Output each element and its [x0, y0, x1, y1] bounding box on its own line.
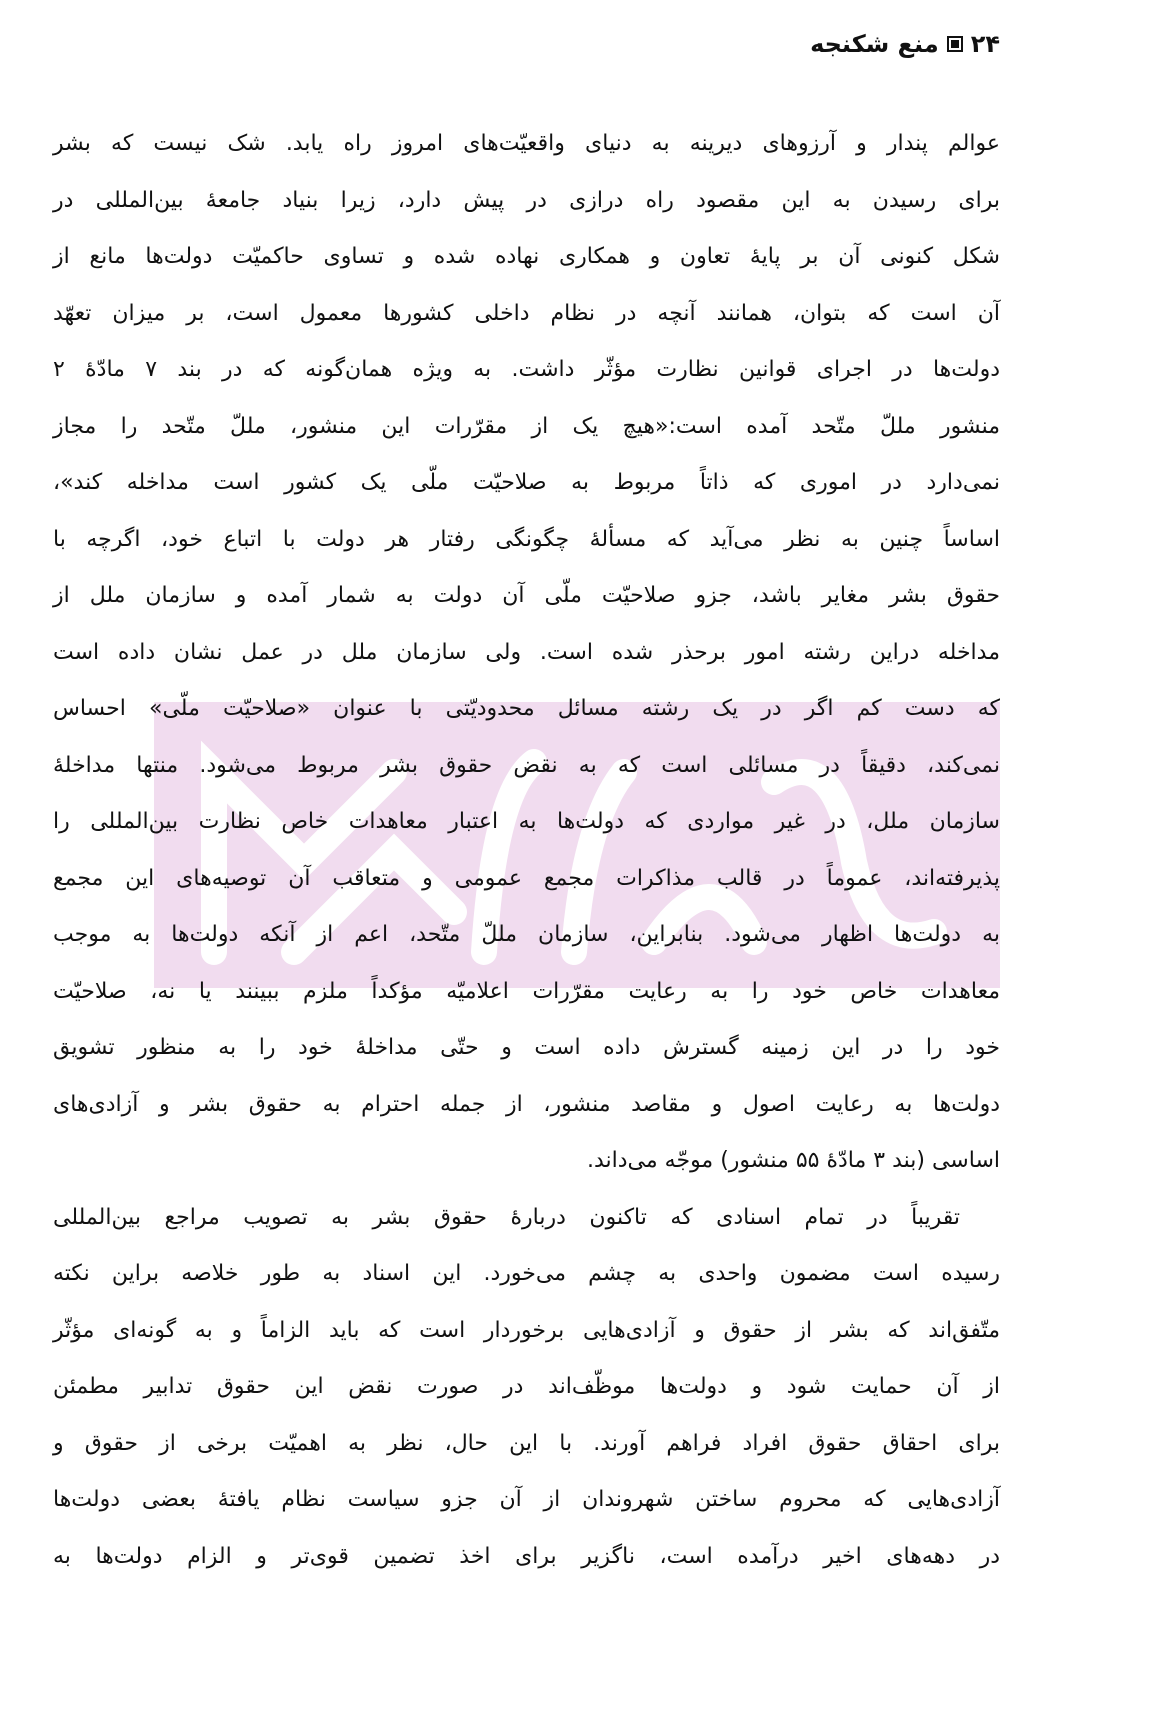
text-line: سازمان ملل، در غیر مواردی که دولت‌ها به اعتبار معاهدات خاص نظارت بین‌المللی را [53, 809, 1000, 834]
page-number: ۲۴ [970, 30, 1000, 58]
text-line: عوالم پندار و آرزوهای دیرینه به دنیای واقعیّت‌های امروز راه یابد. شک نیست که بشر [53, 131, 1000, 156]
square-bullet-icon [947, 36, 963, 52]
text-line: که دست کم اگر در یک رشته مسائل محدودیّتی با عنوان «صلاحیّت ملّی» احساس [53, 696, 1000, 721]
text-line: تقریباً در تمام اسنادی که تاکنون دربارهٔ حقوق بشر به تصویب مراجع بین‌المللی [53, 1204, 960, 1230]
text-line: آزادی‌هایی که محروم ساختن شهروندان از آن جزو سیاست نظام یافتهٔ بعضی دولت‌ها [53, 1487, 1000, 1512]
text-line: اساسی (بند ۳ مادّهٔ ۵۵ منشور) موجّه می‌داند. [586, 1148, 1000, 1173]
chapter-title: منع شکنجه [810, 30, 939, 58]
text-line: منشور مللّ متّحد آمده است:«هیچ یک از مقرّرات این منشور، مللّ متّحد را مجاز [53, 413, 1000, 439]
text-line: نمی‌دارد در اموری که ذاتاً مربوط به صلاحیّت ملّی یک کشور است مداخله کند»، [53, 470, 1000, 495]
running-header [810, 30, 1000, 58]
text-line: متّفق‌اند که بشر از حقوق و آزادی‌هایی برخوردار است که باید الزاماً و به گونه‌ای مؤثّر [53, 1317, 1000, 1343]
text-line: دولت‌ها به رعایت اصول و مقاصد منشور، از جمله احترام به حقوق بشر و آزادی‌های [53, 1091, 1000, 1117]
body-text [53, 116, 1000, 1585]
text-line: برای رسیدن به این مقصود راه درازی در پیش دارد، زیرا بنیاد جامعهٔ بین‌المللی در [53, 187, 1000, 213]
text-line: برای احقاق حقوق افراد فراهم آورند. با این حال، نظر به اهمیّت برخی از حقوق و [53, 1430, 1000, 1456]
text-line: حقوق بشر مغایر باشد، جزو صلاحیّت ملّی آن دولت به شمار آمده و سازمان ملل از [53, 583, 1000, 608]
text-line: مداخله دراین رشته امور برحذر شده است. ولی سازمان ملل در عمل نشان داده است [53, 639, 1000, 665]
text-line: به دولت‌ها اظهار می‌شود. بنابراین، سازمان مللّ متّحد، اعم از آنکه دولت‌ها به موجب [53, 922, 1000, 947]
text-line: اساساً چنین به نظر می‌آید که مسألهٔ چگونگی رفتار هر دولت با اتباع خود، اگرچه با [53, 526, 1000, 552]
text-line: آن است که بتوان، همانند آنچه در نظام داخلی کشورها معمول است، بر میزان تعهّد [53, 300, 1000, 326]
text-line: در دهه‌های اخیر درآمده است، ناگزیر برای اخذ تضمین قوی‌تر و الزام دولت‌ها به [53, 1543, 1000, 1569]
text-line: نمی‌کند، دقیقاً در مسائلی است که به نقض حقوق بشر مربوط می‌شود. منتها مداخلهٔ [53, 752, 1000, 778]
text-line: شکل کنونی آن بر پایهٔ تعاون و همکاری نهاده شده و تساوی حاکمیّت دولت‌ها مانع از [53, 244, 1000, 269]
text-line: خود را در این زمینه گسترش داده است و حتّی مداخلهٔ خود را به منظور تشویق [53, 1035, 1000, 1060]
text-line: معاهدات خاص خود را به رعایت مقرّرات اعلامیّه مؤکداً ملزم ببینند یا نه، صلاحیّت [53, 978, 1000, 1004]
text-line: رسیده است مضمون واحدی به چشم می‌خورد. این اسناد به طور خلاصه براین نکته [53, 1261, 1000, 1286]
text-line: دولت‌ها در اجرای قوانین نظارت مؤثّر داشت. به ویژه همان‌گونه که در بند ۷ مادّهٔ ۲ [53, 357, 1000, 382]
text-line: پذیرفته‌اند، عموماً در قالب مذاکرات مجمع عمومی و متعاقب آن توصیه‌های این مجمع [53, 865, 1000, 891]
text-line: از آن حمایت شود و دولت‌ها موظّف‌اند در صورت نقض این حقوق تدابیر مطمئن [53, 1374, 1000, 1399]
